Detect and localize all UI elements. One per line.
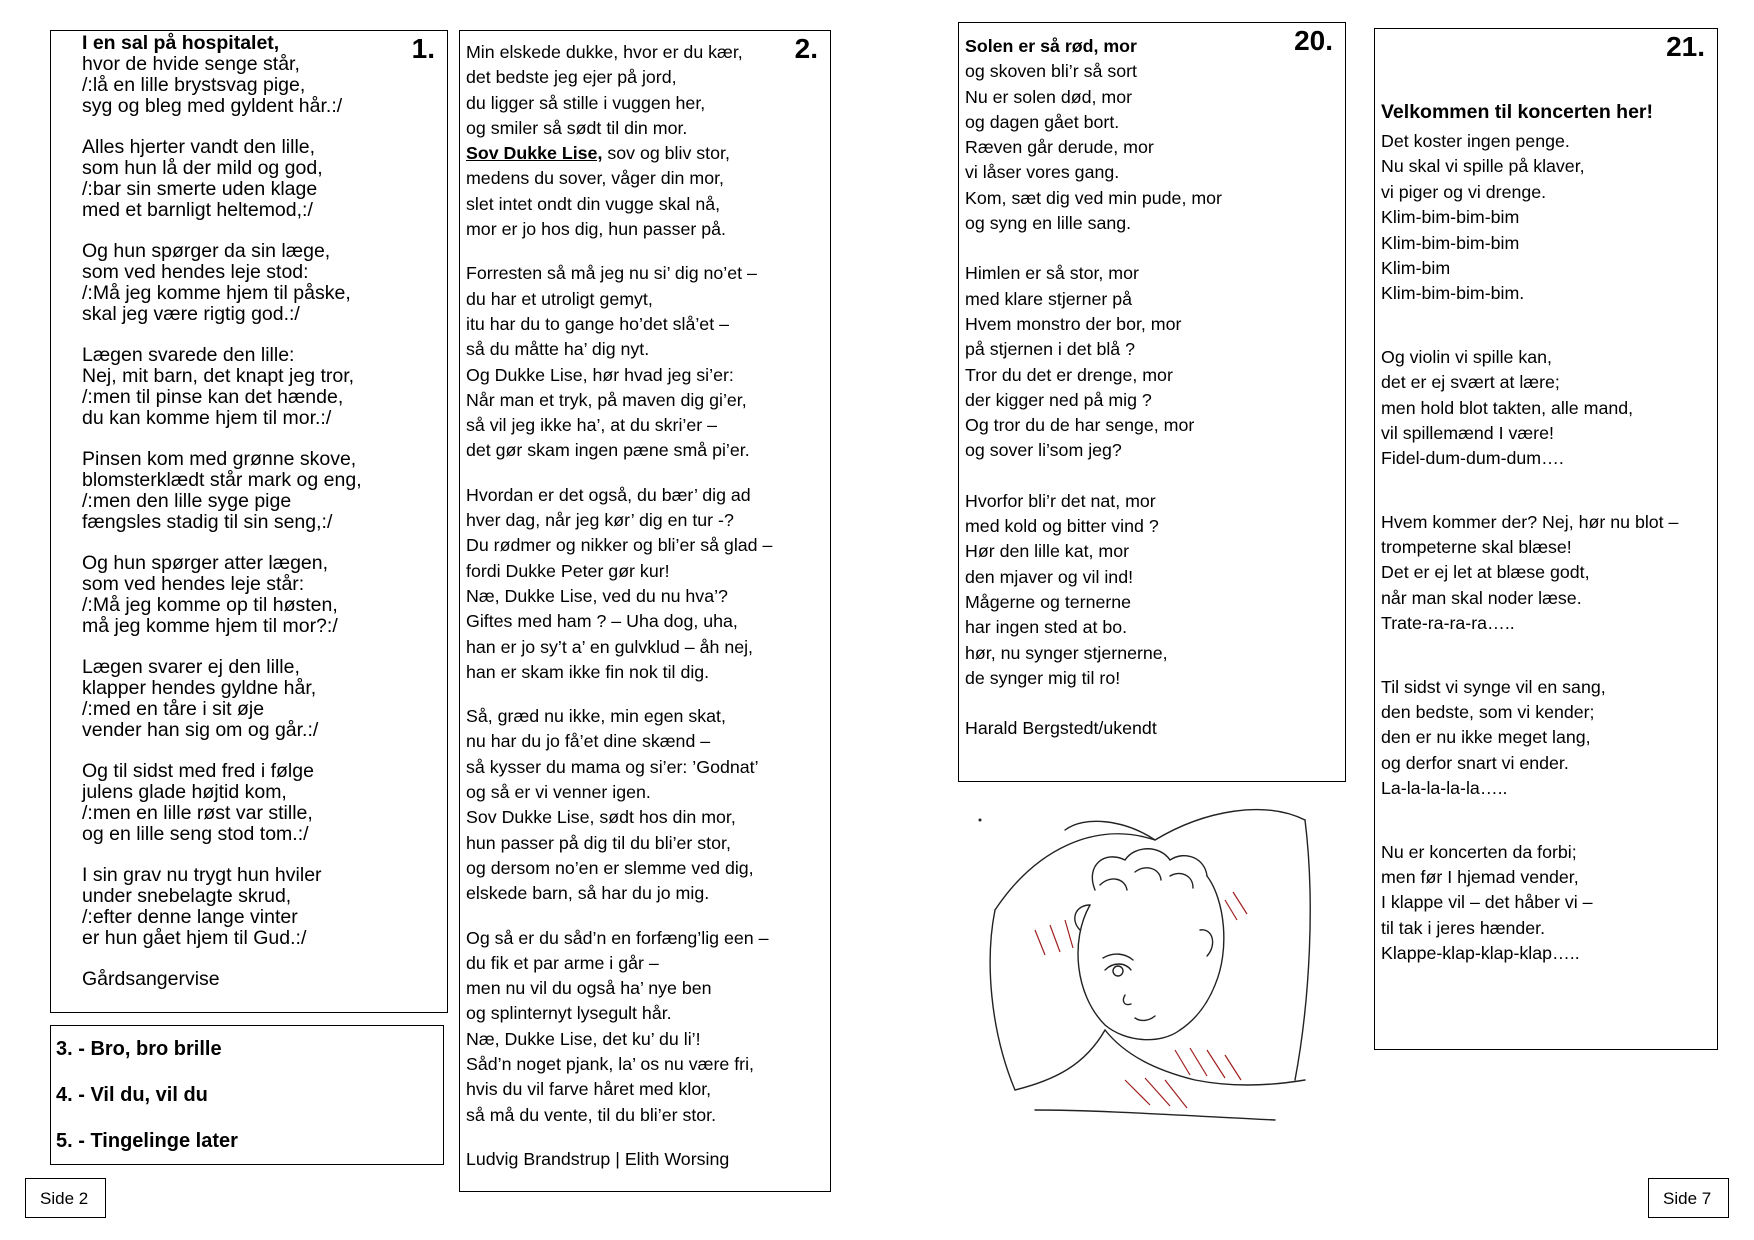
verse-line: Det er ej let at blæse godt, <box>1381 562 1590 583</box>
verse-line: Og hun spørger atter lægen, <box>82 552 329 574</box>
verse-line: Gårdsangervise <box>82 968 220 990</box>
verse-line: blomsterklædt står mark og eng, <box>82 469 362 491</box>
verse-line: Klim-bim-bim-bim. <box>1381 283 1525 304</box>
verse-line: Pinsen kom med grønne skove, <box>82 448 357 470</box>
verse-line: Klappe-klap-klap-klap….. <box>1381 943 1580 964</box>
verse-line: er hun gået hjem til Gud.:/ <box>82 927 307 949</box>
page-label-right <box>1648 1178 1729 1218</box>
stanza-gap <box>1381 472 1678 510</box>
verse-line: Himlen er så stor, mor <box>965 263 1139 284</box>
verse-line: og skoven bli’r så sort <box>965 61 1137 82</box>
verse-line: med klare stjerner på <box>965 288 1133 309</box>
verse-line: Fidel-dum-dum-dum…. <box>1381 448 1564 469</box>
page-number-left: Side 2 <box>40 1189 89 1208</box>
verse-line: men før I hjemad vender, <box>1381 866 1579 887</box>
verse-line: fordi Dukke Peter gør kur! <box>466 560 670 581</box>
verse-line: Solen er så rød, mor <box>965 36 1137 56</box>
verse-line: Nej, mit barn, det knapt jeg tror, <box>82 365 355 387</box>
verse-line: Du rødmer og nikker og bli’er så glad – <box>466 535 773 556</box>
verse-line: du har et utroligt gemyt, <box>466 288 653 309</box>
stanza-gap <box>466 242 772 261</box>
titles-list-box <box>50 1025 444 1165</box>
stanza-gap <box>82 117 362 137</box>
verse-line: på stjernen i det blå ? <box>965 339 1136 360</box>
verse-line <box>466 141 772 166</box>
verse-line: Lægen svarer ej den lille, <box>82 656 300 678</box>
verse-line: trompeterne skal blæse! <box>1381 537 1572 558</box>
verse-line: men nu vil du også ha’ nye ben <box>466 978 712 999</box>
verse-line: /:Må jeg komme op til høsten, <box>82 594 338 616</box>
verse-line: hør, nu synger stjernerne, <box>965 642 1168 663</box>
stanza-gap <box>82 429 362 449</box>
verse-line: Og hun spørger da sin læge, <box>82 240 331 262</box>
verse-line: nu har du jo få’et dine skænd – <box>466 731 711 752</box>
sleeping-child-drawing-icon <box>975 780 1320 1150</box>
verse-line: hvor de hvide senge står, <box>82 53 300 75</box>
verse-line: det bedste jeg ejer på jord, <box>466 67 677 88</box>
song-20-text <box>965 34 1222 741</box>
verse-line: /:Må jeg komme hjem til påske, <box>82 282 351 304</box>
verse-line: til tak i jeres hænder. <box>1381 917 1546 938</box>
verse-line: hvis du vil farve håret med klor, <box>466 1079 712 1100</box>
verse-line: Klim-bim-bim-bim <box>1381 232 1520 253</box>
verse-line: der kigger ned på mig ? <box>965 389 1152 410</box>
verse-line: som ved hendes leje stod: <box>82 261 309 283</box>
verse-line: elskede barn, så har du jo mig. <box>466 883 710 904</box>
verse-line: itu har du to gange ho’det slå’et – <box>466 313 729 334</box>
song-20-box <box>958 22 1346 782</box>
verse-line: /:men den lille syge pige <box>82 490 292 512</box>
verse-line: har ingen sted at bo. <box>965 617 1128 638</box>
verse-line: /:bar sin smerte uden klage <box>82 178 318 200</box>
verse-line: Hvorfor bli’r det nat, mor <box>965 490 1156 511</box>
page-number-right: Side 7 <box>1663 1189 1712 1208</box>
song-2-text <box>466 40 772 1172</box>
verse-line: Det koster ingen penge. <box>1381 131 1570 151</box>
verse-line: /:lå en lille brystsvag pige, <box>82 74 306 96</box>
verse-line: /:med en tåre i sit øje <box>82 698 265 720</box>
verse-line: så du måtte ha’ dig nyt. <box>466 339 650 360</box>
verse-line: det er ej svært at lære; <box>1381 372 1560 393</box>
verse-line: så må du vente, til du bli’er stor. <box>466 1104 717 1125</box>
page-label-left <box>25 1178 106 1218</box>
verse-line: Og violin vi spille kan, <box>1381 346 1552 367</box>
verse-line: julens glade højtid kom, <box>82 781 287 803</box>
song-21-text <box>1381 129 1678 967</box>
verse-line: må jeg komme hjem til mor?:/ <box>82 615 338 637</box>
verse-line: og dagen gået bort. <box>965 111 1120 132</box>
stanza-gap <box>466 1128 772 1147</box>
verse-line: hun passer på dig til du bli’er stor, <box>466 832 731 853</box>
verse-line: Ræven går derude, mor <box>965 137 1154 158</box>
verse-line: mor er jo hos dig, hun passer på. <box>466 219 726 240</box>
stanza-gap <box>82 221 362 241</box>
verse-line: og splinternyt lysegult hår. <box>466 1003 672 1024</box>
verse-line: I klappe vil – det håber vi – <box>1381 892 1593 913</box>
verse-line: Tror du det er drenge, mor <box>965 364 1173 385</box>
verse-line: Hvem monstro der bor, mor <box>965 313 1182 334</box>
verse-line: Lægen svarede den lille: <box>82 344 295 366</box>
verse-line: Trate-ra-ra-ra….. <box>1381 613 1515 634</box>
verse-line: Så, græd nu ikke, min egen skat, <box>466 706 726 727</box>
verse-line: den mjaver og vil ind! <box>965 566 1134 587</box>
verse-line: vil spillemænd I være! <box>1381 422 1554 443</box>
stanza-gap <box>82 845 362 865</box>
verse-line: han er jo sy’t a’ en gulvklud – åh nej, <box>466 636 753 657</box>
stanza-gap <box>965 464 1222 489</box>
verse-line: vi piger og vi drenge. <box>1381 181 1547 202</box>
stanza-gap <box>82 533 362 553</box>
verse-line: Og så er du såd’n en forfæng’lig een – <box>466 927 769 948</box>
song-21-number: 21. <box>1666 31 1705 62</box>
verse-line: vender han sig om og går.:/ <box>82 719 319 741</box>
stanza-gap <box>466 907 772 926</box>
song-2-number: 2. <box>794 33 818 64</box>
stanza-gap <box>965 691 1222 716</box>
verse-line: slet intet ondt din vugge skal nå, <box>466 193 721 214</box>
verse-line: og syng en lille sang. <box>965 213 1132 234</box>
verse-line: den er nu ikke meget lang, <box>1381 727 1591 748</box>
verse-line: Nu er solen død, mor <box>965 86 1133 107</box>
stanza-gap <box>965 236 1222 261</box>
song-21-box <box>1374 28 1718 1050</box>
verse-line: Næ, Dukke Lise, ved du nu hva’? <box>466 585 728 606</box>
verse-line: Ludvig Brandstrup | Elith Worsing <box>466 1148 730 1169</box>
verse-line: du fik et par arme i går – <box>466 952 659 973</box>
song-1-number: 1. <box>411 33 435 64</box>
song-21-title: Velkommen til koncerten her! <box>1381 101 1654 123</box>
verse-line: Sov Dukke Lise, sødt hos din mor, <box>466 807 736 828</box>
verse-line: med et barnligt heltemod,:/ <box>82 199 313 221</box>
verse-line: I sin grav nu trygt hun hviler <box>82 864 322 886</box>
verse-line: Min elskede dukke, hvor er du kær, <box>466 42 743 62</box>
verse-line: syg og bleg med gyldent hår.:/ <box>82 95 343 117</box>
verse-line: du kan komme hjem til mor.:/ <box>82 407 332 429</box>
verse-line: I en sal på hospitalet, <box>82 32 280 54</box>
song-2-box <box>459 30 831 1192</box>
verse-line: Forresten så må jeg nu si’ dig no’et – <box>466 263 757 284</box>
verse-line: La-la-la-la-la….. <box>1381 778 1508 799</box>
stanza-gap <box>1381 637 1678 675</box>
verse-line: så kysser du mama og si’er: ’Godnat’ <box>466 756 759 777</box>
verse-line: /:men til pinse kan det hænde, <box>82 386 344 408</box>
stanza-gap <box>466 464 772 483</box>
stanza-gap <box>82 325 362 345</box>
stanza-gap <box>82 949 362 969</box>
verse-line: skal jeg være rigtig god.:/ <box>82 303 300 325</box>
verse-line: men hold blot takten, alle mand, <box>1381 397 1634 418</box>
song-20-number: 20. <box>1294 25 1333 56</box>
title-item-3: 3. - Bro, bro brille <box>56 1038 222 1060</box>
verse-line: Kom, sæt dig ved min pude, mor <box>965 187 1222 208</box>
verse-line: og en lille seng stod tom.:/ <box>82 823 309 845</box>
verse-line: og så er vi venner igen. <box>466 782 651 803</box>
verse-line: Til sidst vi synge vil en sang, <box>1381 676 1606 697</box>
verse-line: Hvem kommer der? Nej, hør nu blot – <box>1381 511 1679 532</box>
verse-line: Såd’n noget pjank, la’ os nu være fri, <box>466 1053 754 1074</box>
verse-line: Nu skal vi spille på klaver, <box>1381 156 1585 177</box>
verse-line: /:efter denne lange vinter <box>82 906 298 928</box>
verse-line: når man skal noder læse. <box>1381 587 1582 608</box>
verse-line: Og tror du de har senge, mor <box>965 415 1195 436</box>
verse-line: og smiler så sødt til din mor. <box>466 117 688 138</box>
stanza-gap <box>82 637 362 657</box>
stanza-gap <box>1381 307 1678 345</box>
refrain-rest: sov og bliv stor, <box>602 143 730 164</box>
verse-line: Når man et tryk, på maven dig gi’er, <box>466 389 747 410</box>
verse-line: og sover li’som jeg? <box>965 440 1122 461</box>
title-item-4: 4. - Vil du, vil du <box>56 1084 208 1106</box>
song-1-text <box>82 33 362 990</box>
verse-line: den bedste, som vi kender; <box>1381 702 1595 723</box>
verse-line: som ved hendes leje står: <box>82 573 305 595</box>
stanza-gap <box>1381 802 1678 840</box>
title-item-5: 5. - Tingelinge later <box>56 1130 238 1152</box>
verse-line: og dersom no’en er slemme ved dig, <box>466 857 754 878</box>
verse-line: han er skam ikke fin nok til dig. <box>466 661 710 682</box>
verse-line: hver dag, når jeg kør’ dig en tur -? <box>466 510 734 531</box>
song-1-box <box>50 30 448 1013</box>
verse-line: Og Dukke Lise, hør hvad jeg si’er: <box>466 364 734 385</box>
verse-line: Nu er koncerten da forbi; <box>1381 841 1577 862</box>
verse-line: Klim-bim-bim-bim <box>1381 207 1520 228</box>
verse-line: Klim-bim <box>1381 257 1451 278</box>
verse-line: som hun lå der mild og god, <box>82 157 323 179</box>
verse-line: Harald Bergstedt/ukendt <box>965 718 1157 739</box>
verse-line: med kold og bitter vind ? <box>965 516 1159 537</box>
verse-line: under snebelagte skrud, <box>82 885 292 907</box>
stanza-gap <box>82 741 362 761</box>
verse-line: Giftes med ham ? – Uha dog, uha, <box>466 611 738 632</box>
verse-line: Mågerne og ternerne <box>965 591 1132 612</box>
verse-line: du ligger så stille i vuggen her, <box>466 92 706 113</box>
verse-line: Hør den lille kat, mor <box>965 541 1130 562</box>
stanza-gap <box>466 685 772 704</box>
refrain-highlight: Sov Dukke Lise, <box>466 143 603 164</box>
verse-line: /:men en lille røst var stille, <box>82 802 313 824</box>
titles-list <box>56 1026 238 1164</box>
verse-line: Alles hjerter vandt den lille, <box>82 136 316 158</box>
verse-line: de synger mig til ro! <box>965 667 1121 688</box>
verse-line: klapper hendes gyldne hår, <box>82 677 317 699</box>
verse-line: Hvordan er det også, du bær’ dig ad <box>466 484 751 505</box>
verse-line: og derfor snart vi ender. <box>1381 752 1569 773</box>
verse-line: medens du sover, våger din mor, <box>466 168 724 189</box>
verse-line: fængsles stadig til sin seng,:/ <box>82 511 333 533</box>
verse-line: det gør skam ingen pæne små pi’er. <box>466 440 750 461</box>
verse-line: Næ, Dukke Lise, det ku’ du li’! <box>466 1028 701 1049</box>
verse-line: så vil jeg ikke ha’, at du skri’er – <box>466 415 718 436</box>
verse-line: Og til sidst med fred i følge <box>82 760 314 782</box>
verse-line: vi låser vores gang. <box>965 162 1120 183</box>
